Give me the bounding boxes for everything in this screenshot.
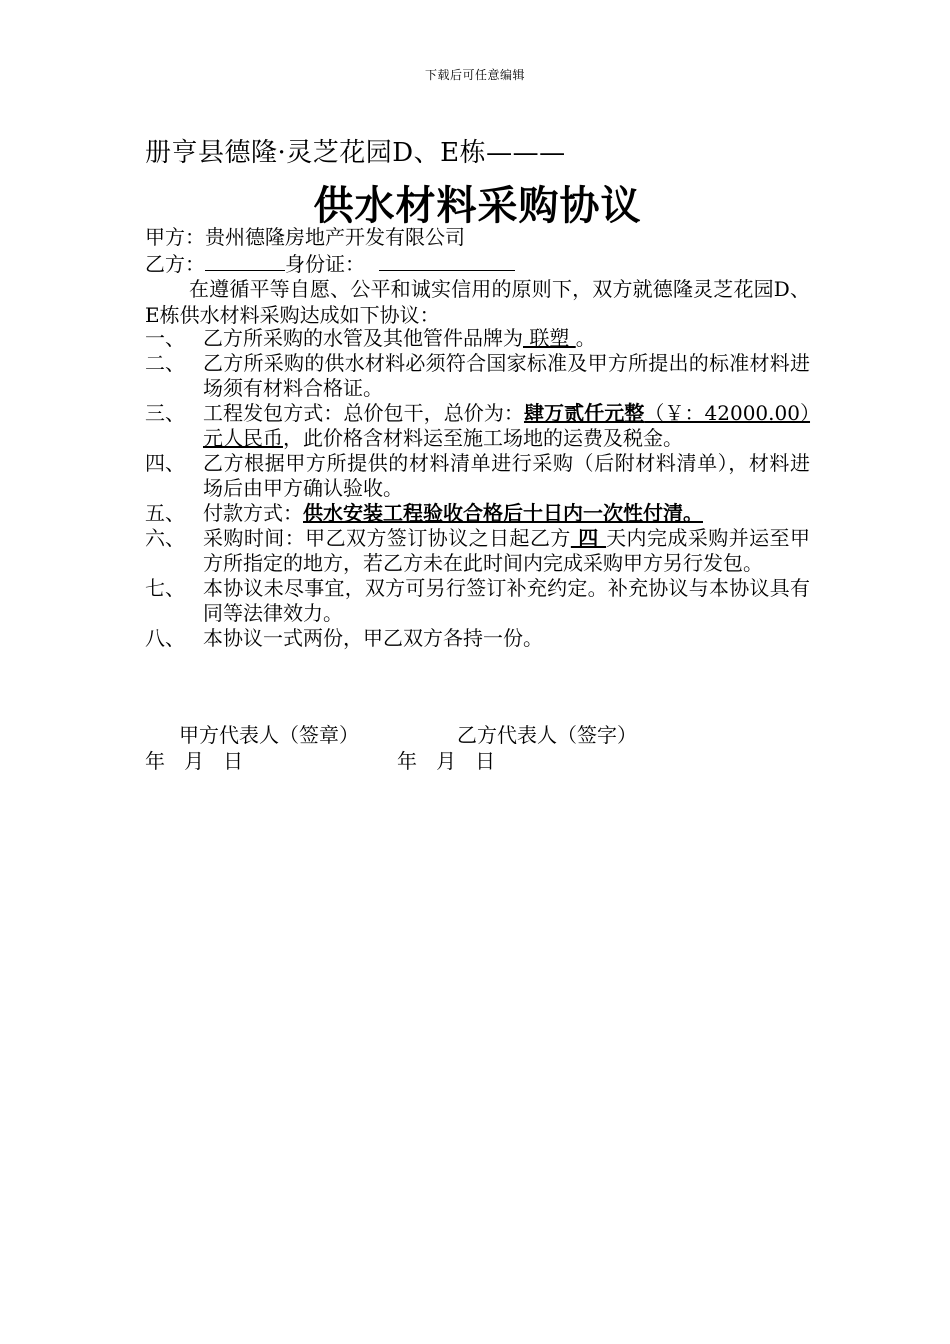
clause-number: 六、 (145, 526, 185, 550)
total-amount-figures: （￥：42000.00）元人民币 (203, 401, 811, 450)
clause-text-part: 工程发包方式：总价包干，总价为： (203, 401, 524, 425)
clause-text (203, 526, 810, 576)
clause-list (145, 326, 810, 651)
page-header-note: 下载后可任意编辑 (424, 68, 525, 82)
clause-text-part: 天内完成采购并运至甲方所指定的地方，若乙方未在此时间内完成采购甲方另行发包。 (203, 526, 810, 575)
clause-number: 三、 (145, 401, 185, 425)
party-b-line (145, 250, 515, 277)
preamble-paragraph: 在遵循平等自愿、公平和诚实信用的原则下，双方就德隆灵芝花园D、E栋供水材料采购达成如下协议： (145, 277, 810, 327)
party-b-date: 年 月 日 (397, 749, 496, 773)
purchase-days: 四 (570, 526, 607, 550)
party-b-id-label: 身份证： (285, 252, 365, 276)
clause-6 (145, 526, 810, 576)
clause-text: 乙方根据甲方所提供的材料清单进行采购（后附材料清单），材料进场后由甲方确认验收。 (203, 451, 810, 500)
payment-terms: 供水安装工程验收合格后十日内一次性付清。 (303, 501, 703, 525)
clause-2 (145, 351, 810, 401)
party-b-signature-label: 乙方代表人（签字） (457, 723, 637, 747)
clause-number: 二、 (145, 351, 185, 375)
clause-text-part: ，此价格含材料运至施工场地的运费及税金。 (283, 426, 683, 450)
clause-text-part: 付款方式： (203, 501, 303, 525)
clause-text (203, 501, 810, 526)
party-a-label: 甲方： (145, 225, 205, 249)
clause-text (203, 401, 810, 451)
clause-1 (145, 326, 810, 351)
clause-number: 四、 (145, 451, 185, 475)
party-b-name-blank (205, 250, 285, 271)
clause-5 (145, 501, 810, 526)
clause-number: 八、 (145, 626, 185, 650)
clause-text-part: 采购时间：甲乙双方签订协议之日起乙方 (203, 526, 571, 550)
document-subtitle: 册亨县德隆·灵芝花园D、E栋——— (145, 138, 566, 168)
brand-name: 联塑 (523, 326, 576, 350)
clause-7 (145, 576, 810, 626)
clause-number: 五、 (145, 501, 185, 525)
party-a-signature-label: 甲方代表人（签章） (179, 723, 359, 747)
clause-3 (145, 401, 810, 451)
clause-text (203, 326, 810, 351)
party-b-label: 乙方： (145, 252, 205, 276)
clause-text: 乙方所采购的供水材料必须符合国家标准及甲方所提出的标准材料进场须有材料合格证。 (203, 351, 810, 400)
clause-text: 本协议一式两份，甲乙双方各持一份。 (203, 626, 543, 650)
clause-text-part: 。 (575, 326, 596, 350)
total-amount-words: 肆万贰仟元整 (523, 401, 645, 425)
party-a-date: 年 月 日 (145, 749, 244, 773)
clause-text: 本协议未尽事宜，双方可另行签订补充约定。补充协议与本协议具有同等法律效力。 (203, 576, 810, 625)
party-a-name: 贵州德隆房地产开发有限公司 (205, 225, 465, 249)
document-title: 供水材料采购协议 (313, 182, 642, 229)
clause-number: 一、 (145, 326, 185, 350)
clause-text-part: 乙方所采购的水管及其他管件品牌为 (203, 326, 523, 350)
clause-4 (145, 451, 810, 501)
clause-number: 七、 (145, 576, 185, 600)
clause-8 (145, 626, 810, 651)
party-a-line (145, 224, 465, 250)
party-b-id-blank (379, 250, 515, 271)
